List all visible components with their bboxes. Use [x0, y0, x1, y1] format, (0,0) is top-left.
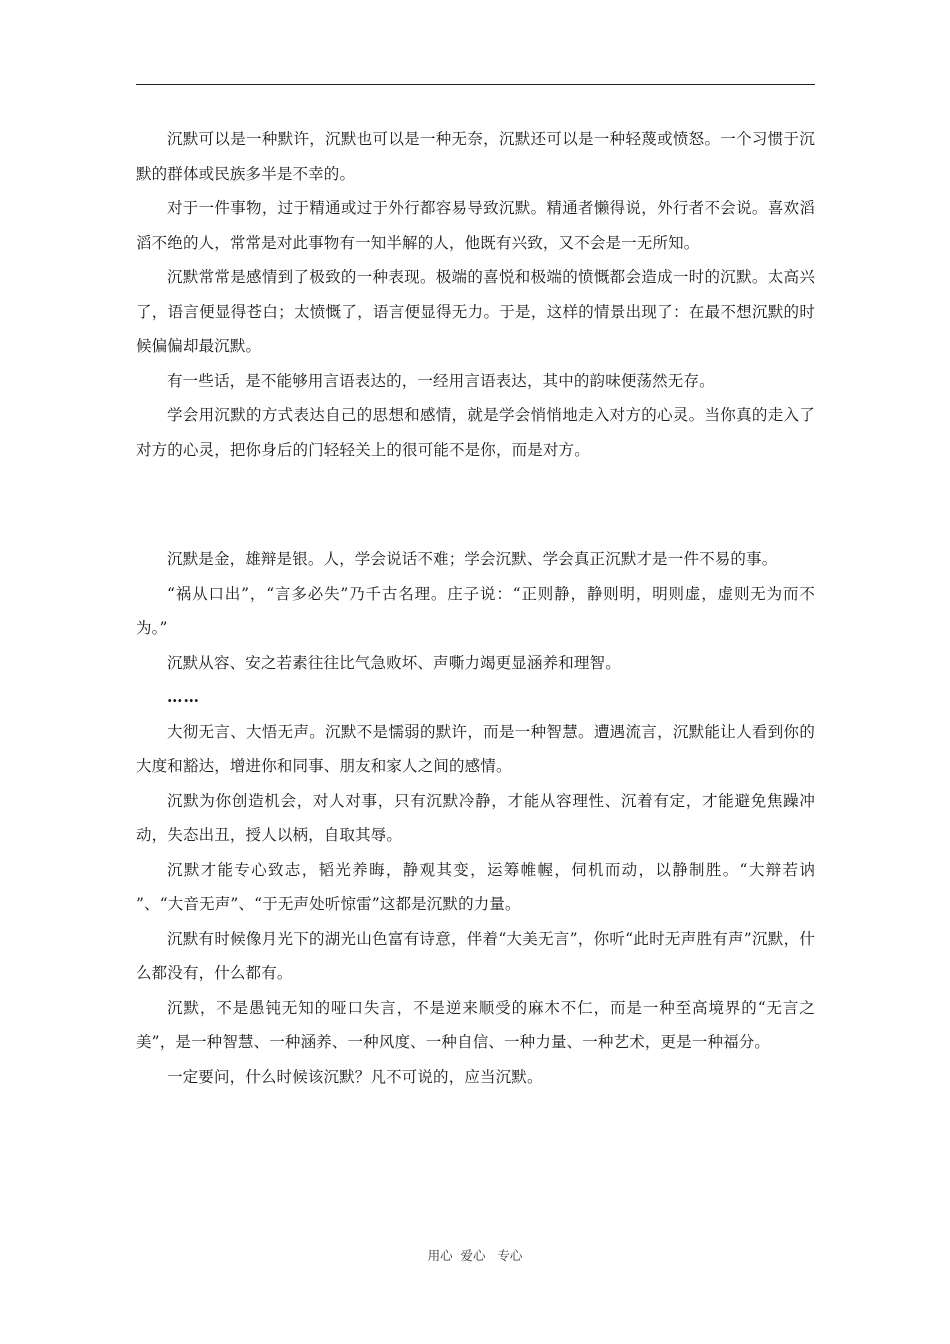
paragraph: 沉默才能专心致志，韬光养晦，静观其变，运筹帷幄，伺机而动，以静制胜。“大辩若讷 ”、“大音无声”、“于无声处听惊雷”这都是沉默的力量。 — [136, 860, 815, 913]
paragraph: “祸从口出”，“言多必失”乃千古名理。庄子说：“正则静，静则明，明则虚，虚则无为而不为。” — [136, 584, 815, 637]
paragraph: 沉默常常是感情到了极致的一种表现。极端的喜悦和极端的愤慨都会造成一时的沉默。太高兴了，语言便显得苍白；太愤慨了，语言便显得无力。于是，这样的情景出现了：在最不想沉默的时候偏偏却最沉默。 — [136, 268, 815, 355]
essay-section-1 — [136, 122, 815, 467]
paragraph: 对于一件事物，过于精通或过于外行都容易导致沉默。精通者懒得说，外行者不会说。喜欢滔滔不绝的人，常常是对此事物有一知半解的人，他既有兴致，又不会是一无所知。 — [136, 199, 815, 252]
ellipsis: …… — [167, 687, 200, 706]
paragraph: 沉默是金，雄辩是银。人，学会说话不难；学会沉默、学会真正沉默才是一件不易的事。 — [167, 550, 778, 568]
paragraph: 沉默为你创造机会，对人对事，只有沉默冷静，才能从容理性、沉着有定，才能避免焦躁冲动，失态出丑，授人以柄，自取其辱。 — [136, 791, 815, 844]
page-footer: 用心 爱心 专心 — [427, 1248, 523, 1263]
paragraph: 沉默有时候像月光下的湖光山色富有诗意，伴着“大美无言”，你听“此时无声胜有声”沉默，什么都没有，什么都有。 — [136, 929, 815, 982]
paragraph: 沉默从容、安之若素往往比气急败坏、声嘶力竭更显涵养和理智。 — [167, 653, 621, 672]
paragraph: 大彻无言、大悟无声。沉默不是懦弱的默许，而是一种智慧。遭遇流言，沉默能让人看到你的大度和豁达，增进你和同事、朋友和家人之间的感情。 — [136, 722, 815, 775]
paragraph: 沉默可以是一种默许，沉默也可以是一种无奈，沉默还可以是一种轻蔑或愤怒。一个习惯于沉默的群体或民族多半是不幸的。 — [136, 130, 815, 183]
paragraph: 一定要问，什么时候该沉默？凡不可说的，应当沉默。 — [167, 1067, 543, 1086]
paragraph: 沉默，不是愚钝无知的哑口失言，不是逆来顺受的麻木不仁，而是一种至高境界的“无言之美”，是一种智慧、一种涵养、一种风度、一种自信、一种力量、一种艺术，更是一种福分。 — [136, 998, 815, 1051]
essay-section-2 — [136, 542, 815, 1094]
paragraph: 学会用沉默的方式表达自己的思想和感情，就是学会悄悄地走入对方的心灵。当你真的走入了对方的心灵，把你身后的门轻轻关上的很可能不是你，而是对方。 — [136, 406, 815, 459]
paragraph: 有一些话，是不能够用言语表达的，一经用言语表达，其中的韵味便荡然无存。 — [167, 371, 715, 390]
header-rule — [136, 84, 815, 85]
